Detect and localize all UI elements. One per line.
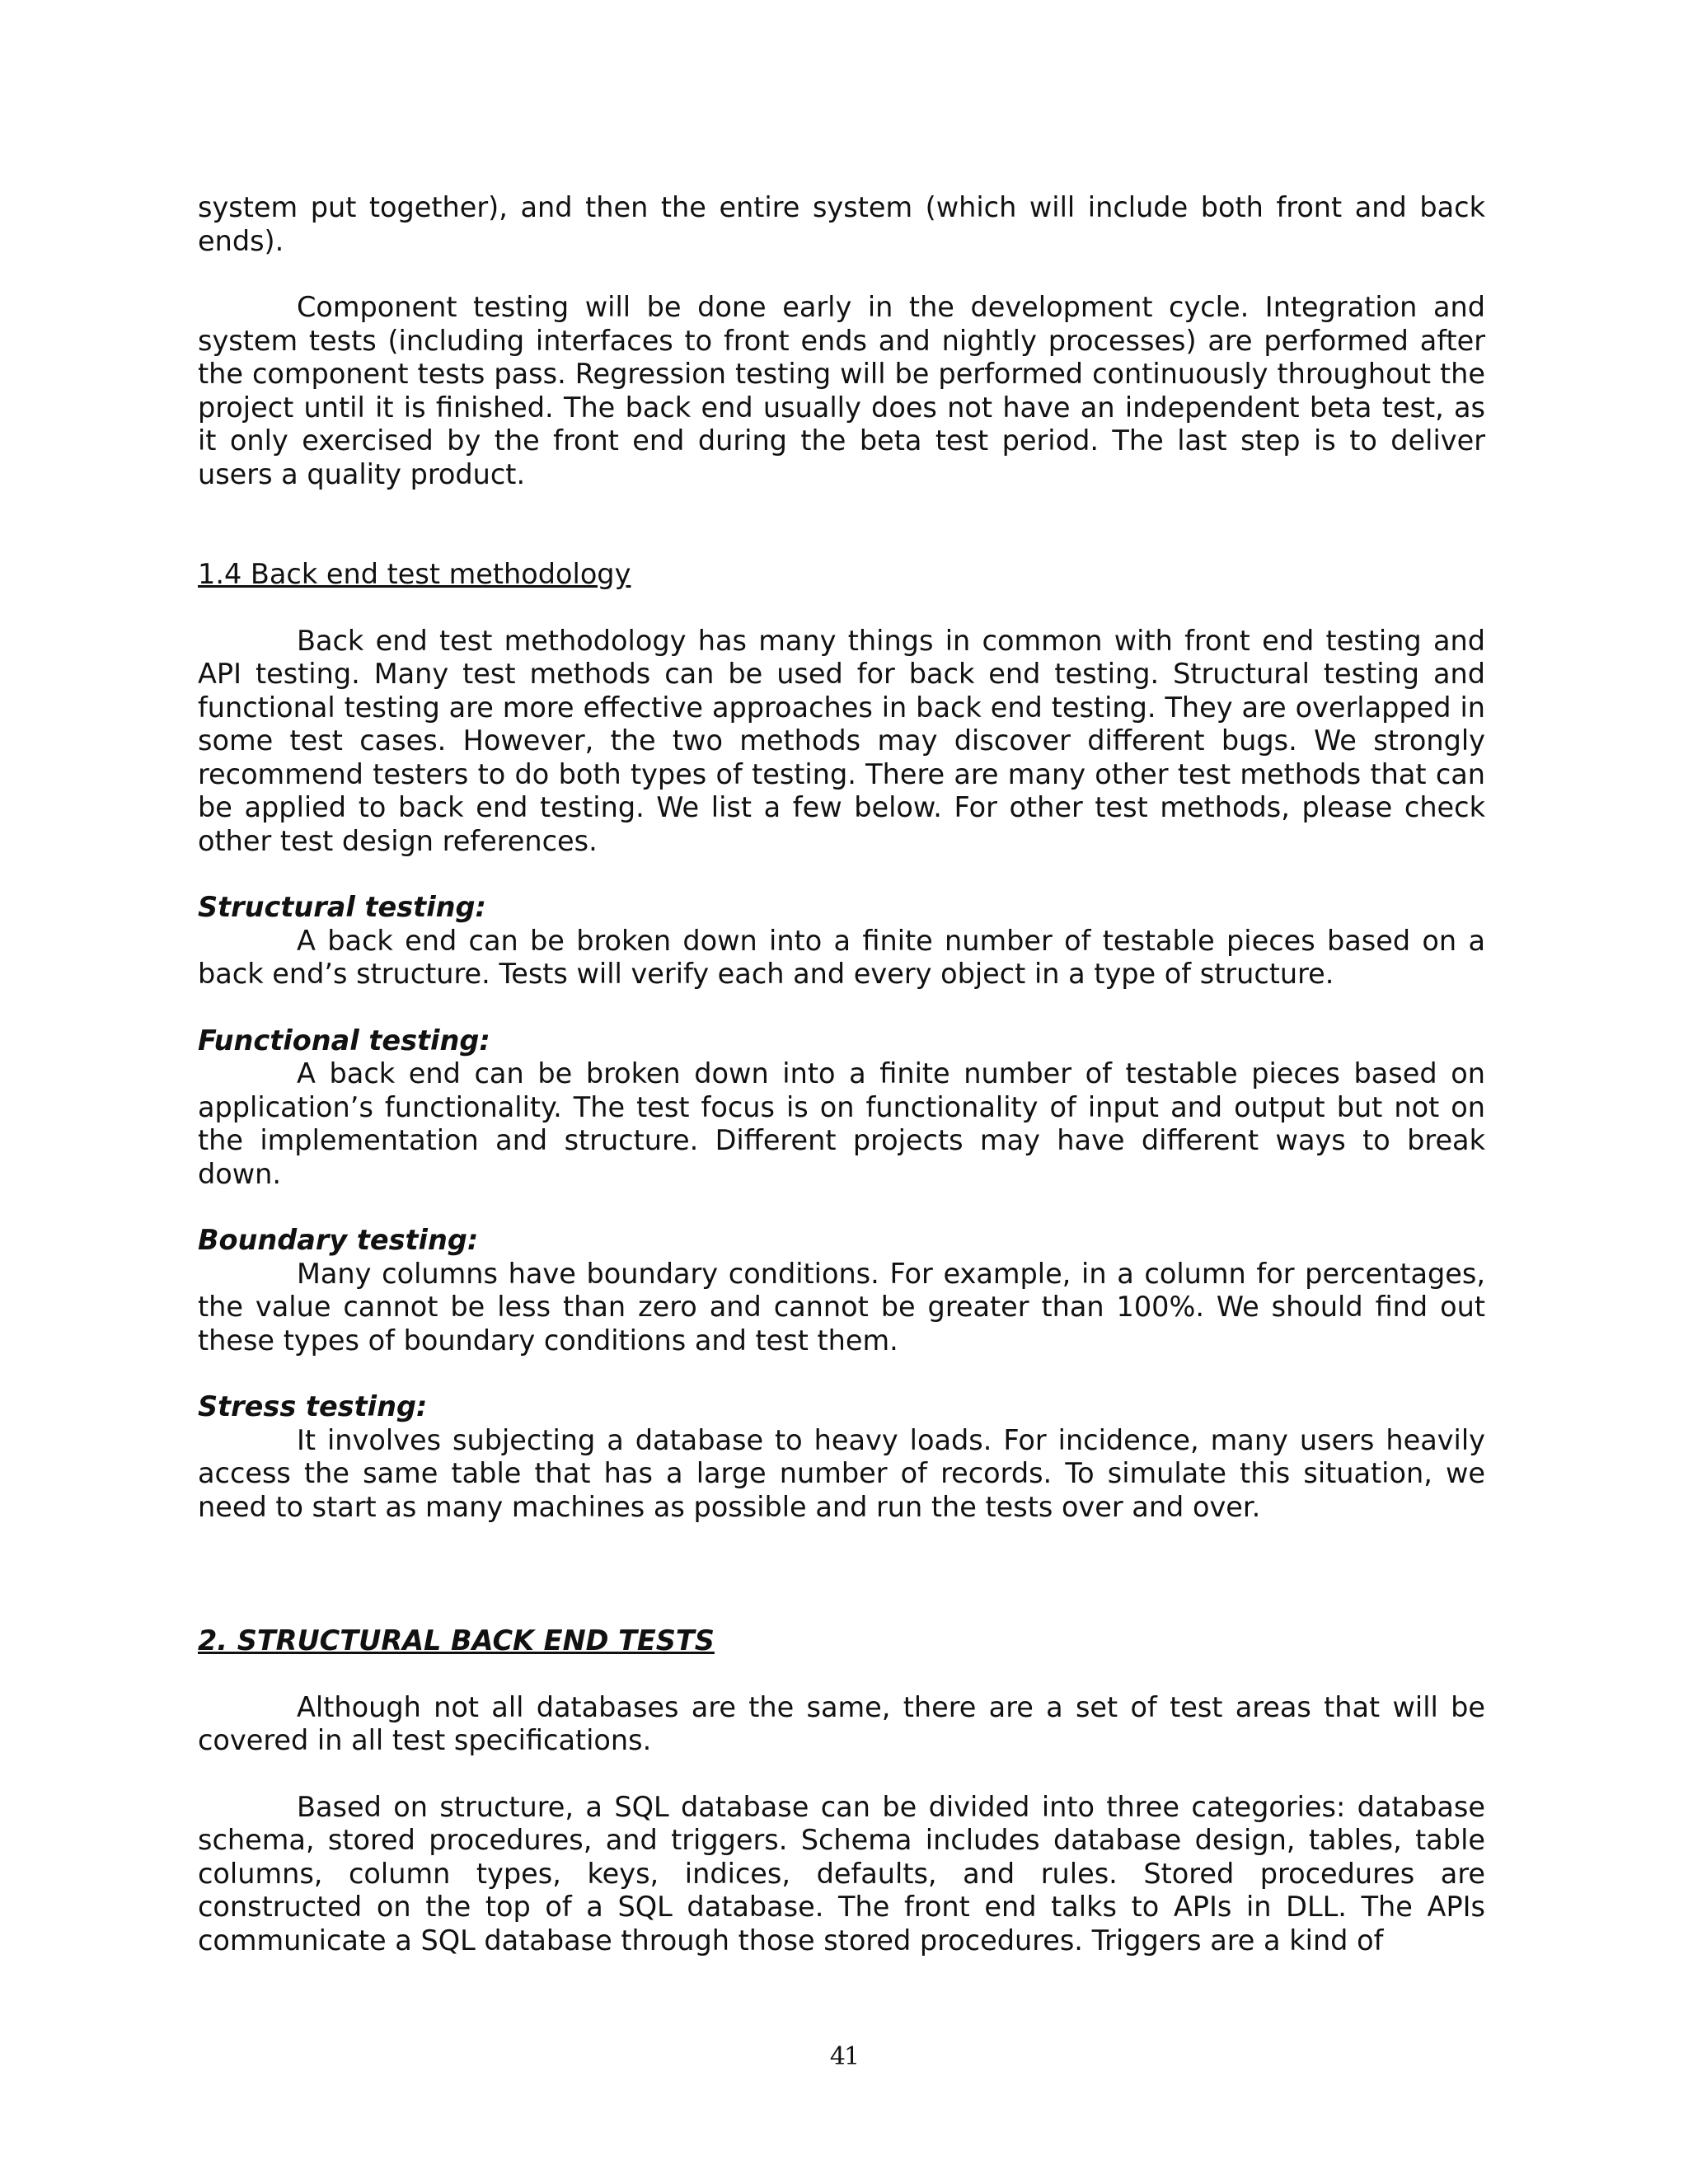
document-page (198, 191, 1485, 1957)
paragraph-continuation: system put together), and then the entire system (which will include both front and back ends). (198, 191, 1485, 257)
method-text: A back end can be broken down into a finite number of testable pieces based on application’s functionality. The test focus is on functionality of input and output but not on the implementation and structure. Different projects may have different ways to break down. (198, 1057, 1485, 1190)
method-title: Boundary testing: (198, 1224, 479, 1256)
method-text: It involves subjecting a database to heavy loads. For incidence, many users heavily access the same table that has a large number of records. To simulate this situation, we need to start as many machines as possible and run the tests over and over. (198, 1423, 1485, 1523)
section-1-4-heading: 1.4 Back end test methodology (198, 558, 631, 590)
method-text: Many columns have boundary conditions. For example, in a column for percentages, the value cannot be less than zero and cannot be greater than 100%. We should find out these types of boundary conditions and test them. (198, 1257, 1485, 1357)
method-structural (198, 891, 1485, 991)
paragraph-sql-structure: Based on structure, a SQL database can be divided into three categories: database schema, stored procedures, and triggers. Schema includes database design, tables, table columns, column types, keys, indices, defaults, and rules. Stored procedures are constructed on the top of a SQL database. The front end talks to APIs in DLL. The APIs communicate a SQL database through those stored procedures. Triggers are a kind of (198, 1790, 1485, 1957)
paragraph-test-areas: Although not all databases are the same, there are a set of test areas that will be covered in all test specifications. (198, 1690, 1485, 1756)
page-number: 41 (829, 2042, 859, 2071)
method-boundary (198, 1224, 1485, 1357)
section-2-heading: 2. STRUCTURAL BACK END TESTS (198, 1624, 715, 1657)
paragraph-test-cycle: Component testing will be done early in the development cycle. Integration and system tests (including interfaces to front ends and nightly processes) are performed after the component tests pass. Regression testing will be performed continuously throughout the project until it is finished. The back end usually does not have an independent beta test, as it only exercised by the front end during the beta test period. The last step is to deliver users a quality product. (198, 291, 1485, 490)
method-title: Stress testing: (198, 1390, 428, 1422)
method-title: Functional testing: (198, 1024, 490, 1057)
method-title: Structural testing: (198, 891, 486, 923)
paragraph-methodology-intro: Back end test methodology has many things in common with front end testing and API testing. Many test methods can be used for back end testing. Structural testing and functional testing are more effective approaches in back end testing. They are overlapped in some test cases. However, the two methods may discover different bugs. We strongly recommend testers to do both types of testing. There are many other test methods that can be applied to back end testing. We list a few below. For other test methods, please check other test design references. (198, 624, 1485, 857)
method-stress (198, 1390, 1485, 1524)
method-functional (198, 1024, 1485, 1192)
method-text: A back end can be broken down into a finite number of testable pieces based on a back end’s structure. Tests will verify each and every object in a type of structure. (198, 924, 1485, 990)
